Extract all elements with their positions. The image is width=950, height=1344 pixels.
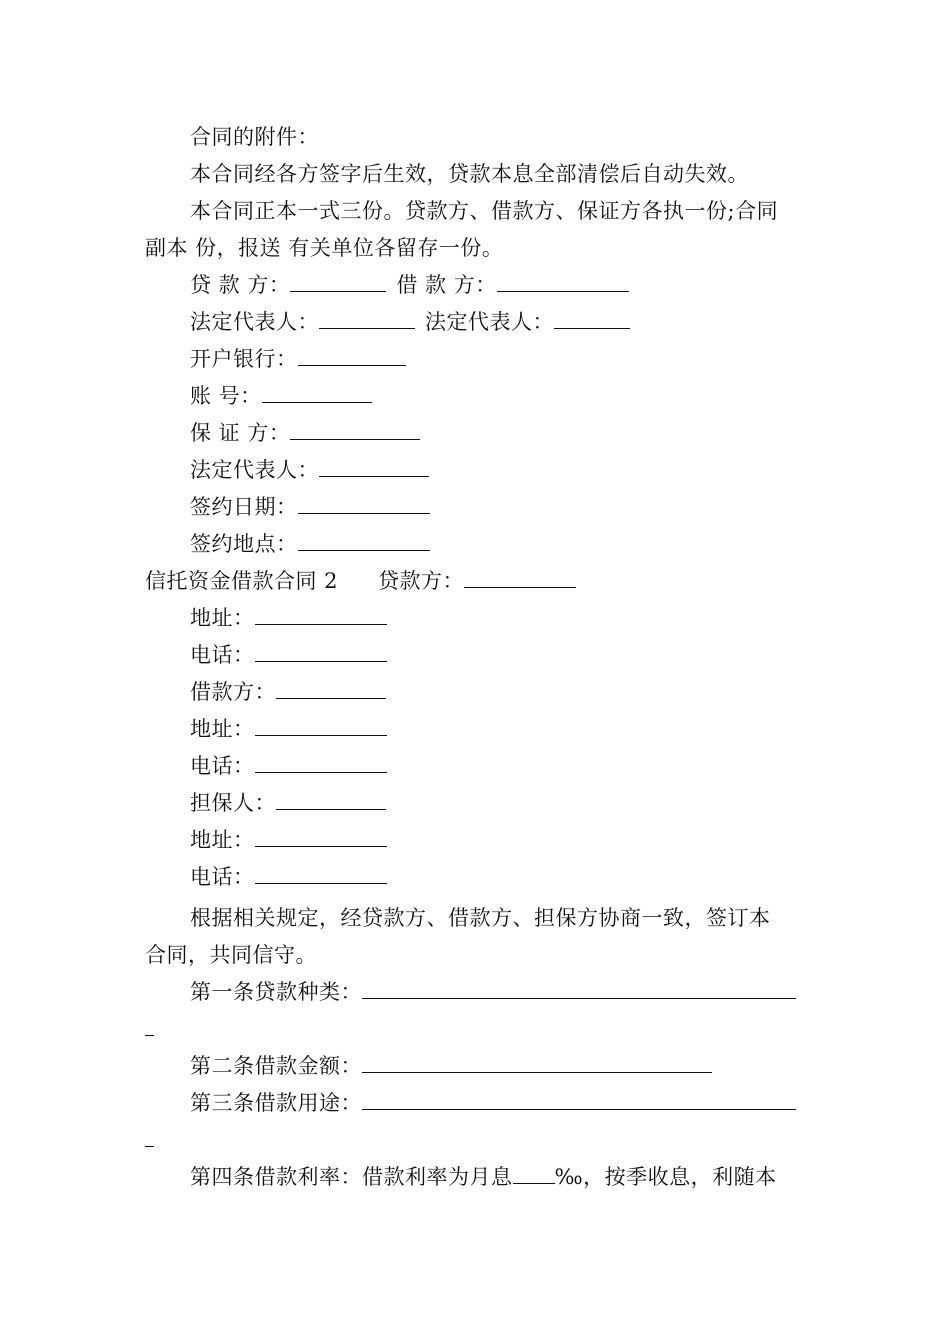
borrower-blank[interactable] — [497, 273, 629, 292]
legal-rep-label-2: 法定代表人： — [425, 310, 554, 334]
account-line — [190, 384, 372, 408]
attachment-heading: 合同的附件： — [190, 125, 319, 149]
preamble-line2: 合同，共同信守。 — [145, 943, 317, 967]
loan-type-blank[interactable] — [362, 980, 796, 999]
sign-date-line — [190, 495, 430, 519]
borrower-phone-line — [190, 754, 387, 778]
address-label: 地址： — [190, 828, 255, 852]
sign-place-label: 签约地点： — [190, 532, 298, 556]
lender-label: 贷 款 方： — [190, 273, 291, 297]
sign-date-label: 签约日期： — [190, 495, 298, 519]
loan-amount-blank[interactable] — [362, 1054, 712, 1073]
phone-blank[interactable] — [255, 643, 387, 662]
copies-clause-line1: 本合同正本一式三份。贷款方、借款方、保证方各执一份;合同 — [190, 199, 779, 223]
lender-borrower-signature-line — [190, 273, 629, 297]
contract-2-heading-line — [145, 569, 576, 593]
lender-phone-line — [190, 643, 387, 667]
sign-place-line — [190, 532, 430, 556]
phone-label: 电话： — [190, 643, 255, 667]
lender-address-line — [190, 606, 387, 630]
sign-date-blank[interactable] — [298, 495, 430, 514]
article-4-label: 第四条借款利率：借款利率为月息 — [190, 1165, 513, 1189]
guarantor-address-line — [190, 828, 387, 852]
article-3-overflow — [145, 1128, 154, 1152]
lender-blank-2[interactable] — [464, 569, 576, 588]
article-3-line — [190, 1091, 796, 1115]
phone-blank[interactable] — [255, 865, 387, 884]
guarantor-label: 保 证 方： — [190, 421, 291, 445]
borrower-label: 借 款 方： — [396, 273, 497, 297]
bank-line — [190, 347, 406, 371]
interest-rate-blank[interactable] — [513, 1165, 555, 1184]
contract-2-title: 信托资金借款合同 2 — [145, 569, 339, 593]
loan-type-blank-overflow[interactable] — [145, 1017, 154, 1036]
effect-clause: 本合同经各方签字后生效，贷款本息全部清偿后自动失效。 — [190, 162, 749, 186]
loan-purpose-blank-overflow[interactable] — [145, 1128, 154, 1147]
article-2-label: 第二条借款金额： — [190, 1054, 362, 1078]
address-blank[interactable] — [255, 606, 387, 625]
article-1-line — [190, 980, 796, 1004]
phone-blank[interactable] — [255, 754, 387, 773]
article-4-rest: ‰，按季收息，利随本 — [554, 1165, 777, 1189]
guarantor-blank[interactable] — [290, 421, 420, 440]
guarantor-phone-line — [190, 865, 387, 889]
bank-blank[interactable] — [298, 347, 406, 366]
guarantor-blank-2[interactable] — [276, 791, 386, 810]
address-label: 地址： — [190, 717, 255, 741]
article-2-line — [190, 1054, 712, 1078]
article-4-line — [190, 1165, 777, 1189]
account-blank[interactable] — [262, 384, 372, 403]
loan-purpose-blank[interactable] — [362, 1091, 796, 1110]
borrower-label-2: 借款方： — [190, 680, 276, 704]
lender-label-2: 贷款方： — [378, 569, 465, 593]
address-blank[interactable] — [255, 717, 387, 736]
guarantor-legal-rep-blank[interactable] — [319, 458, 429, 477]
legal-rep-blank-1[interactable] — [319, 310, 415, 329]
borrower-line-2 — [190, 680, 386, 704]
preamble-line1: 根据相关规定，经贷款方、借款方、担保方协商一致，签订本 — [190, 906, 771, 930]
guarantor-label-2: 担保人： — [190, 791, 276, 815]
lender-blank[interactable] — [290, 273, 386, 292]
guarantor-legal-rep-label: 法定代表人： — [190, 458, 319, 482]
address-label: 地址： — [190, 606, 255, 630]
bank-label: 开户银行： — [190, 347, 298, 371]
legal-rep-line — [190, 310, 630, 334]
borrower-blank-2[interactable] — [276, 680, 386, 699]
legal-rep-blank-2[interactable] — [554, 310, 630, 329]
article-1-overflow — [145, 1017, 154, 1041]
phone-label: 电话： — [190, 865, 255, 889]
article-3-label: 第三条借款用途： — [190, 1091, 362, 1115]
copies-clause-line2: 副本 份，报送 有关单位各留存一份。 — [145, 236, 504, 260]
guarantor-legal-rep-line — [190, 458, 429, 482]
guarantor-line — [190, 421, 420, 445]
sign-place-blank[interactable] — [298, 532, 430, 551]
account-label: 账 号： — [190, 384, 262, 408]
legal-rep-label-1: 法定代表人： — [190, 310, 319, 334]
phone-label: 电话： — [190, 754, 255, 778]
address-blank[interactable] — [255, 828, 387, 847]
borrower-address-line — [190, 717, 387, 741]
guarantor-line-2 — [190, 791, 386, 815]
article-1-label: 第一条贷款种类： — [190, 980, 362, 1004]
